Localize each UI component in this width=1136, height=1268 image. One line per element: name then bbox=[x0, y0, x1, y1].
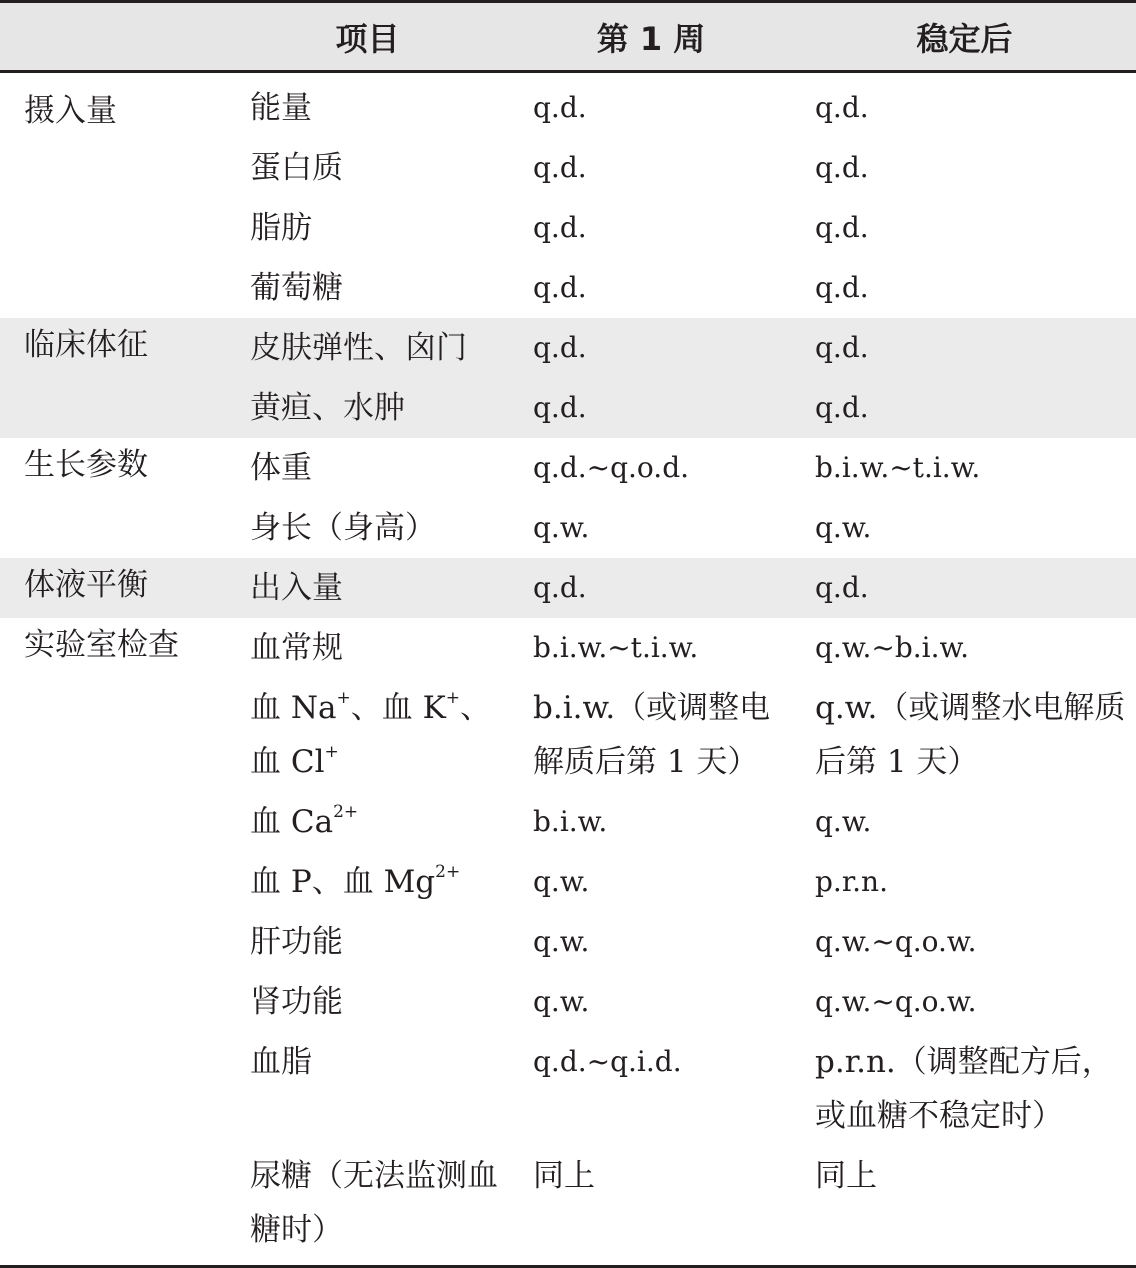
stable-cell: p.r.n. bbox=[815, 865, 888, 898]
table-row bbox=[0, 558, 1136, 618]
header-item: 项目 bbox=[226, 2, 509, 72]
item-text: 、血 K bbox=[350, 690, 446, 726]
stable-cell: q.d. bbox=[815, 151, 869, 184]
item-cell: 身长（身高） bbox=[250, 510, 436, 546]
stable-cell: q.d. bbox=[793, 378, 1136, 438]
week1-cell: q.d. bbox=[533, 271, 587, 304]
week1-cell: q.d. bbox=[509, 558, 793, 618]
table-row bbox=[0, 438, 1136, 498]
item-text: 血 Na bbox=[250, 690, 337, 726]
header-group bbox=[0, 2, 226, 72]
item-cell: 黄疸、水肿 bbox=[226, 378, 509, 438]
stable-cell: q.w. bbox=[815, 511, 872, 544]
stable-cell: b.i.w.~t.i.w. bbox=[815, 451, 981, 484]
item-cell: 蛋白质 bbox=[250, 150, 343, 186]
superscript: 2+ bbox=[333, 801, 359, 822]
superscript: 2+ bbox=[435, 861, 461, 882]
week1-cell: q.d. bbox=[509, 318, 793, 378]
week1-cell: b.i.w. bbox=[533, 805, 608, 838]
stable-cell: q.d. bbox=[815, 91, 869, 124]
group-label-fluid: 体液平衡 bbox=[0, 558, 226, 618]
week1-cell: q.w. bbox=[533, 865, 590, 898]
week1-cell: q.w. bbox=[533, 985, 590, 1018]
week1-cell: q.d.~q.i.d. bbox=[533, 1045, 682, 1078]
item-cell: 尿糖（无法监测血糖时） bbox=[226, 1146, 509, 1267]
stable-cell: q.d. bbox=[793, 318, 1136, 378]
stable-cell: q.d. bbox=[815, 211, 869, 244]
item-cell: 脂肪 bbox=[250, 210, 312, 246]
week1-cell: b.i.w.（或调整电解质后第 1 天） bbox=[533, 690, 771, 780]
item-text: 血 P、血 Mg bbox=[250, 864, 436, 900]
week1-cell: q.w. bbox=[533, 511, 590, 544]
item-cell: 血常规 bbox=[250, 630, 343, 666]
item-cell bbox=[226, 852, 509, 912]
week1-cell: q.w. bbox=[533, 925, 590, 958]
week1-cell: q.d. bbox=[533, 91, 587, 124]
week1-cell: q.d. bbox=[533, 211, 587, 244]
group-label-growth: 生长参数 bbox=[24, 447, 148, 483]
stable-cell: q.w.（或调整水电解质后第 1 天） bbox=[815, 690, 1126, 780]
superscript: + bbox=[336, 687, 351, 708]
item-text: 血 Cl bbox=[250, 744, 325, 780]
item-cell: 葡萄糖 bbox=[250, 270, 343, 306]
group-label-lab: 实验室检查 bbox=[0, 618, 226, 1267]
item-cell bbox=[226, 792, 509, 852]
table-row bbox=[0, 318, 1136, 378]
week1-cell: 同上 bbox=[509, 1146, 793, 1267]
superscript: + bbox=[324, 741, 339, 762]
stable-cell: q.w. bbox=[815, 805, 872, 838]
table-header-row bbox=[0, 2, 1136, 72]
item-text: 血 Ca bbox=[250, 804, 334, 840]
header-stable: 稳定后 bbox=[793, 2, 1136, 72]
stable-cell: q.w.~b.i.w. bbox=[815, 631, 970, 664]
week1-cell: q.d.~q.o.d. bbox=[533, 451, 690, 484]
item-cell: 血脂 bbox=[250, 1044, 312, 1080]
item-text: 、 bbox=[459, 690, 491, 726]
item-cell: 出入量 bbox=[226, 558, 509, 618]
stable-cell: q.w.~q.o.w. bbox=[815, 925, 977, 958]
stable-cell: q.w.~q.o.w. bbox=[815, 985, 977, 1018]
stable-cell: p.r.n.（调整配方后，或血糖不稳定时） bbox=[815, 1044, 1113, 1134]
group-label-clinical: 临床体征 bbox=[0, 318, 226, 438]
stable-cell: 同上 bbox=[793, 1146, 1136, 1267]
stable-cell: q.d. bbox=[793, 558, 1136, 618]
week1-cell: b.i.w.~t.i.w. bbox=[533, 631, 699, 664]
item-cell: 体重 bbox=[250, 450, 312, 486]
header-week1: 第 1 周 bbox=[509, 2, 793, 72]
table-row bbox=[0, 618, 1136, 678]
superscript: + bbox=[445, 687, 460, 708]
week1-cell: q.d. bbox=[533, 151, 587, 184]
group-label-intake: 摄入量 bbox=[24, 93, 117, 129]
item-cell: 肝功能 bbox=[250, 924, 343, 960]
stable-cell: q.d. bbox=[815, 271, 869, 304]
item-cell: 肾功能 bbox=[250, 984, 343, 1020]
item-cell bbox=[226, 678, 509, 792]
week1-cell: q.d. bbox=[509, 378, 793, 438]
item-cell: 皮肤弹性、囟门 bbox=[226, 318, 509, 378]
item-cell: 能量 bbox=[250, 90, 312, 126]
table-row bbox=[0, 72, 1136, 139]
